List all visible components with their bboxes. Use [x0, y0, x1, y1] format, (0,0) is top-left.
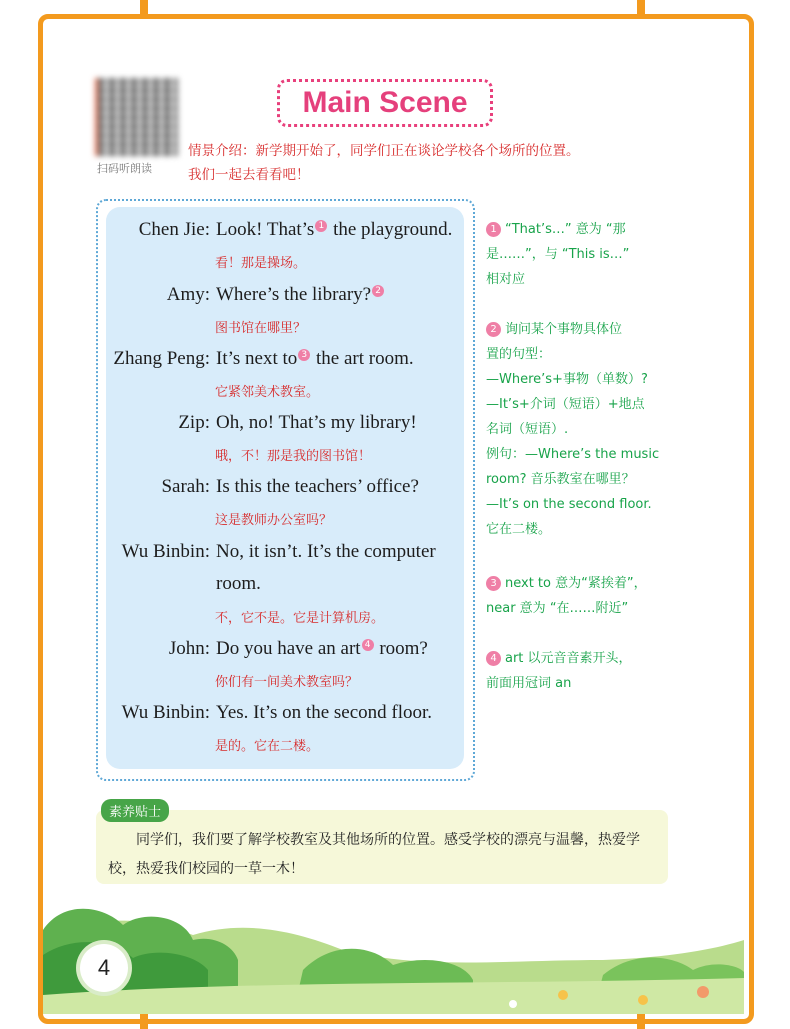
note-number-badge: 1 — [486, 222, 501, 237]
note-number-badge: 4 — [486, 651, 501, 666]
speaker-name: Zhang Peng: — [113, 348, 210, 369]
note-text: 名词（短语）. — [486, 422, 569, 437]
dialogue-line-continued — [216, 573, 261, 595]
chinese-translation: 不，它不是。它是计算机房。 — [215, 611, 385, 626]
note-text: 是……”，与 “This is…” — [486, 247, 630, 262]
note-text: 它在二楼。 — [486, 522, 552, 537]
flower — [509, 1000, 517, 1008]
english-text: room. — [216, 573, 261, 594]
note-text: —Where’s+事物（单数）? — [486, 372, 648, 387]
english-text: It’s next to — [216, 348, 298, 369]
english-text: the art room. — [311, 348, 414, 369]
note-marker-3[interactable]: 3 — [298, 349, 310, 361]
intro-line-1: 情景介绍：新学期开始了，同学们正在谈论学校各个场所的位置。 — [188, 143, 580, 159]
english-text: Where’s the library? — [216, 284, 372, 305]
scene-intro — [188, 139, 678, 187]
note-text: 前面用冠词 an — [486, 676, 572, 691]
intro-line-2: 我们一起去看看吧！ — [188, 167, 310, 183]
speaker-name: John: — [168, 638, 210, 659]
note-4 — [486, 646, 681, 696]
note-text: art 以元音音素开头， — [505, 651, 632, 666]
chinese-translation: 这是教师办公室吗？ — [215, 513, 333, 528]
title-badge — [277, 79, 493, 127]
scenery-illustration — [43, 900, 744, 1014]
note-text: room? 音乐教室在哪里？ — [486, 472, 635, 487]
english-text: Oh, no! That’s my library! — [216, 412, 417, 433]
binder-ring-bottom-right — [637, 1014, 645, 1029]
note-text: next to 意为“紧挨着”， — [505, 576, 647, 591]
english-text: No, it isn’t. It’s the computer — [216, 541, 436, 562]
english-text: Look! That’s — [216, 219, 315, 240]
note-3 — [486, 571, 681, 621]
note-number-badge: 2 — [486, 322, 501, 337]
chinese-translation: 是的。它在二楼。 — [215, 739, 320, 754]
note-text: 相对应 — [486, 272, 526, 287]
speaker-name: Wu Binbin: — [121, 702, 210, 723]
note-text: “That’s…” 意为 “那 — [505, 222, 626, 237]
note-text: near 意为 “在……附近” — [486, 601, 629, 616]
english-text: Do you have an art — [216, 638, 361, 659]
note-2 — [486, 317, 681, 542]
flower — [697, 986, 709, 998]
note-marker-4[interactable]: 4 — [362, 639, 374, 651]
flower — [638, 995, 648, 1005]
speaker-name: Wu Binbin: — [121, 541, 210, 562]
note-text: —It’s+介词（短语）+地点 — [486, 397, 645, 412]
english-text: the playground. — [328, 219, 453, 240]
tip-text: 同学们，我们要了解学校教室及其他场所的位置。感受学校的漂亮与温馨，热爱学校，热爱我们校园的一草一木！ — [108, 832, 640, 877]
note-text: 置的句型： — [486, 347, 552, 362]
chinese-translation: 看！那是操场。 — [215, 256, 307, 271]
qr-code-image[interactable] — [95, 78, 178, 156]
page-title: Main Scene — [302, 86, 468, 119]
chinese-translation: 你们有一间美术教室吗？ — [215, 675, 359, 690]
english-text: Yes. It’s on the second floor. — [216, 702, 433, 723]
qr-caption: 扫码听朗读 — [97, 162, 152, 175]
note-marker-2[interactable]: 2 — [372, 285, 384, 297]
speaker-name: Zip: — [178, 412, 210, 433]
note-number-badge: 3 — [486, 576, 501, 591]
chinese-translation: 图书馆在哪里？ — [215, 321, 307, 336]
chinese-translation: 哦，不！那是我的图书馆！ — [215, 449, 372, 464]
speaker-name: Amy: — [166, 284, 210, 305]
chinese-translation: 它紧邻美术教室。 — [215, 385, 320, 400]
speaker-name: Sarah: — [161, 476, 210, 497]
page-number: 4 — [80, 944, 128, 992]
english-text: Is this the teachers’ office? — [216, 476, 419, 497]
tip-label: 素养贴士 — [101, 799, 169, 822]
speaker-name: Chen Jie: — [138, 219, 210, 240]
note-text: —It’s on the second floor. — [486, 497, 652, 512]
note-text: 询问某个事物具体位 — [505, 322, 623, 337]
note-text: 例句：—Where’s the music — [486, 447, 660, 462]
english-text: room? — [374, 638, 428, 659]
binder-ring-bottom-left — [140, 1014, 148, 1029]
note-marker-1[interactable]: 1 — [315, 220, 327, 232]
flower — [558, 990, 568, 1000]
note-1 — [486, 217, 681, 292]
